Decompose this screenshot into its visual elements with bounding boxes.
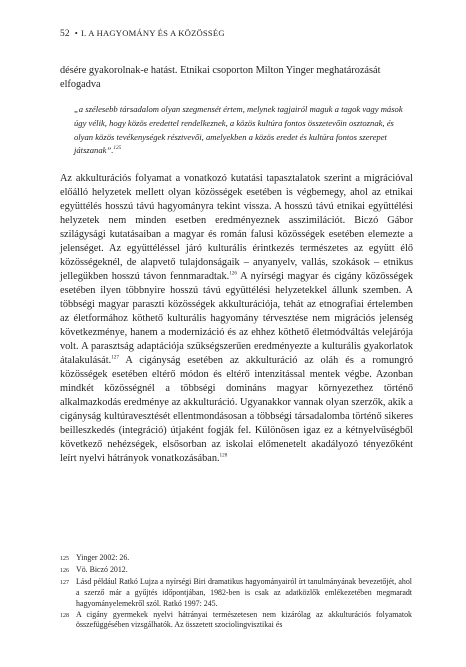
footnote-ref[interactable]: 126	[229, 270, 237, 277]
footnote	[60, 565, 412, 577]
footnote-ref[interactable]: 127	[111, 354, 119, 361]
footnote-ref[interactable]: 128	[219, 452, 228, 459]
footnote	[60, 553, 412, 565]
footnote-number: 127	[60, 579, 69, 586]
body-text	[60, 172, 413, 466]
running-title: I. A HAGYOMÁNY ÉS A KÖZÖSSÉG	[81, 28, 225, 38]
footnote-number: 126	[60, 567, 69, 574]
footnote-text: A cigány gyermekek nyelvi hátrányai természetesen nem kizárólag az akkulturációs folyamatok összefüggésében vizsgálhatók. Az összetett szociolingvisztikai és	[76, 609, 412, 630]
footnote-text: Yinger 2002: 26.	[76, 553, 130, 562]
footnote-ref[interactable]: 125	[113, 145, 122, 152]
body-sentence: A nyírségi magyar és cigány közösségek esetében ilyen többnyire hosszú távú együttélési helyzetekkel állunk szemben. A többségi magyar paraszti közösségek akkulturációja, tehát az etnografiai értelemben az életformához köthető kulturális hagyomány térvesztése nem migrációs jelenség következménye, hanem a modernizáció és az ehhez köthető életmódváltás velejárója volt. A parasztság adaptációja szükségszerűen eredményezte a kulturális gyakorlatok átalakulását.	[60, 271, 413, 366]
footnote-text: Vö. Biczó 2012.	[76, 564, 128, 574]
block-quote	[74, 103, 408, 158]
body-paragraph	[60, 172, 413, 466]
footnote	[60, 577, 412, 610]
intro-paragraph: désére gyakorolnak-e hatást. Etnikai csoporton Milton Yinger meghatározását elfogadva	[60, 65, 381, 91]
footnote	[60, 610, 412, 632]
quote-text: „a szélesebb társadalom olyan szegmensét értem, melynek tagjairól maguk a tagok vagy mások úgy vélik, hogy közös eredettel rendelkeznek, a közös kultúra fontos összetevőin osztoznak, és olyan közös tevékenységek résztvevői, amelyekben a közös eredet és kultúra fontos szerepet játszanak”.	[74, 104, 403, 156]
running-header	[60, 28, 225, 39]
footnote-text: Lásd például Ratkó Lujza a nyírségi Biri dramatikus hagyományairól írt tanulmányának bevezetőjét, ahol a szerző már a gyűjtés időpontjában, 1982-ben is csak az adatközlők emlékezetében megmaradt hagyományelemekről szól. Ratkó 1997: 245.	[76, 576, 412, 608]
footnote-number: 128	[60, 612, 69, 619]
body-sentence: Az akkulturációs folyamat a vonatkozó kutatási tapasztalatok szerint a migrációval előálló helyzetek mellett olyan közösségek esetében is végbemegy, ahol az etnikai együttélés hosszú távú hagyományra tekint vissza. A hosszú távú etnikai együttélési helyzetek nem minden esetben eredményeznek asszimilációt. Biczó Gábor szilágysági kutatásaiban a magyar és román falusi közösségek esetében elemezte a jelenséget. Az együttéléssel járó kulturális érintkezés természetes az együtt élő közösségeknél, de alapvető tulajdonságaik – anyanyelv, vallás, szokások – etnikus jellegükben hosszú távon fennmaradtak.	[60, 173, 413, 282]
bullet-separator: •	[74, 28, 78, 38]
footnotes	[60, 553, 412, 631]
footnote-number: 125	[60, 556, 69, 562]
body-sentence: A cigányság esetében az akkulturáció az oláh és a romungró közösségek esetében eltérő módon és eltérő intenzitással mentek végbe. Azonban mindkét közösségnél a többségi domináns magyar környezethez történő alkalmazkodás eredménye az akkulturáció. Ugyanakkor vannak olyan szerzők, akik a cigányság kultúravesztését ellentmondásosan a többségi társadalomba történő sikeres beilleszkedés (integráció) útjaként fogják fel. Különösen igaz ez a kétnyelvűségből következő nehézségek, elsősorban az iskolai előmenetelt akadályozó tényezőként leírt nyelvi hátrányok vonatkozásában.	[60, 355, 413, 464]
page-number: 52	[60, 29, 70, 39]
